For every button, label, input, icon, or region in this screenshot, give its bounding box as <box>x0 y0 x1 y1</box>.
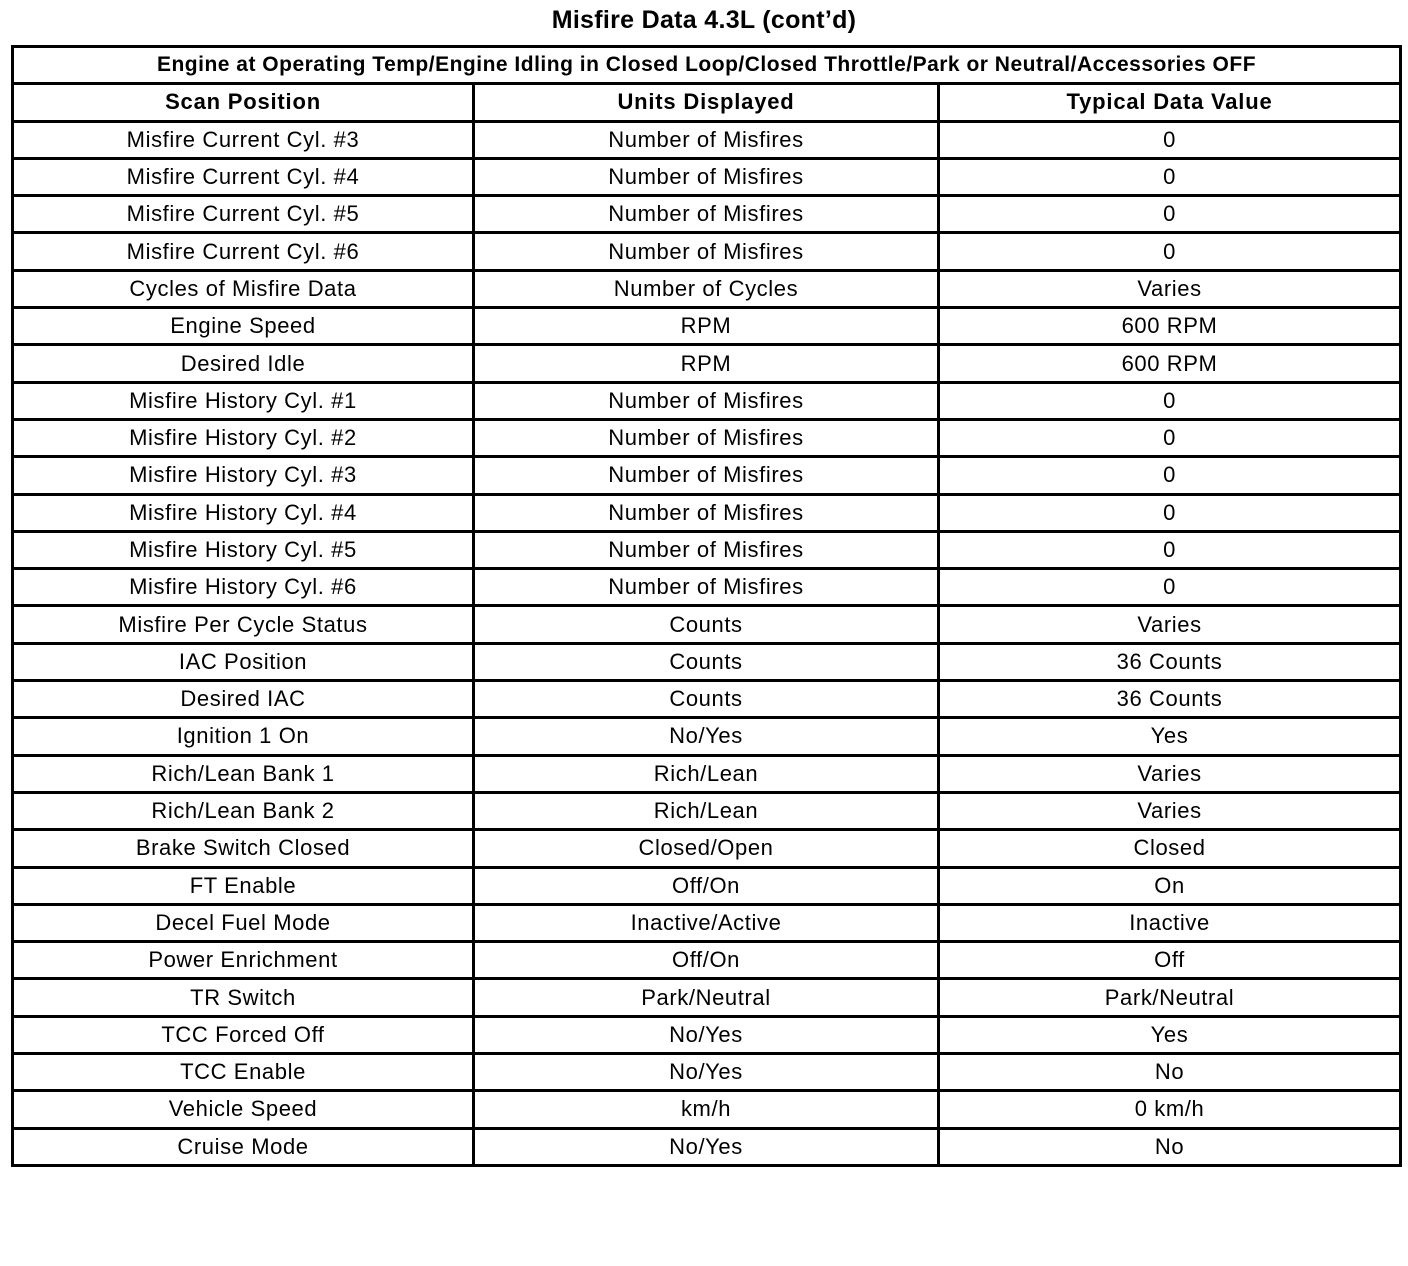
scan-position-cell: Rich/Lean Bank 1 <box>13 755 474 792</box>
typical-data-value-cell: 0 <box>939 382 1401 419</box>
typical-data-value-cell: 36 Counts <box>939 643 1401 680</box>
table-row <box>13 158 1401 195</box>
typical-data-value-cell: 0 <box>939 121 1401 158</box>
units-displayed-cell: Off/On <box>474 867 939 904</box>
units-displayed-cell: Number of Misfires <box>474 121 939 158</box>
table-row <box>13 792 1401 829</box>
scan-position-cell: FT Enable <box>13 867 474 904</box>
units-displayed-cell: Counts <box>474 606 939 643</box>
units-displayed-cell: Number of Cycles <box>474 270 939 307</box>
typical-data-value-cell: Closed <box>939 830 1401 867</box>
scan-position-cell: Vehicle Speed <box>13 1091 474 1128</box>
table-row <box>13 531 1401 568</box>
scan-position-cell: Brake Switch Closed <box>13 830 474 867</box>
table-row <box>13 1016 1401 1053</box>
scan-position-cell: Misfire Current Cyl. #3 <box>13 121 474 158</box>
scan-position-cell: IAC Position <box>13 643 474 680</box>
table-row <box>13 121 1401 158</box>
scan-position-cell: Misfire History Cyl. #5 <box>13 531 474 568</box>
table-row <box>13 419 1401 456</box>
column-header-units-displayed: Units Displayed <box>474 84 939 121</box>
scan-position-cell: Desired IAC <box>13 681 474 718</box>
typical-data-value-cell: 0 <box>939 196 1401 233</box>
typical-data-value-cell: Varies <box>939 606 1401 643</box>
typical-data-value-cell: 0 <box>939 419 1401 456</box>
table-row <box>13 830 1401 867</box>
units-displayed-cell: No/Yes <box>474 718 939 755</box>
typical-data-value-cell: 0 km/h <box>939 1091 1401 1128</box>
scan-position-cell: Misfire Current Cyl. #6 <box>13 233 474 270</box>
units-displayed-cell: RPM <box>474 308 939 345</box>
typical-data-value-cell: 0 <box>939 457 1401 494</box>
scan-position-cell: Decel Fuel Mode <box>13 904 474 941</box>
typical-data-value-cell: 0 <box>939 569 1401 606</box>
scan-position-cell: Desired Idle <box>13 345 474 382</box>
units-displayed-cell: Park/Neutral <box>474 979 939 1016</box>
typical-data-value-cell: 0 <box>939 494 1401 531</box>
header-row <box>13 84 1401 121</box>
table-row <box>13 942 1401 979</box>
typical-data-value-cell: Varies <box>939 270 1401 307</box>
scan-position-cell: Cycles of Misfire Data <box>13 270 474 307</box>
units-displayed-cell: Number of Misfires <box>474 382 939 419</box>
table-row <box>13 718 1401 755</box>
typical-data-value-cell: Varies <box>939 755 1401 792</box>
table-row <box>13 1054 1401 1091</box>
scan-position-cell: Misfire Current Cyl. #4 <box>13 158 474 195</box>
typical-data-value-cell: Off <box>939 942 1401 979</box>
table-row <box>13 457 1401 494</box>
scan-position-cell: Misfire History Cyl. #6 <box>13 569 474 606</box>
units-displayed-cell: Number of Misfires <box>474 158 939 195</box>
table-row <box>13 1091 1401 1128</box>
typical-data-value-cell: 600 RPM <box>939 308 1401 345</box>
units-displayed-cell: Number of Misfires <box>474 233 939 270</box>
table-row <box>13 196 1401 233</box>
typical-data-value-cell: Inactive <box>939 904 1401 941</box>
page-title: Misfire Data 4.3L (cont’d) <box>551 6 857 34</box>
table-row <box>13 569 1401 606</box>
conditions-row <box>13 47 1401 84</box>
table-row <box>13 494 1401 531</box>
units-displayed-cell: Inactive/Active <box>474 904 939 941</box>
table-row <box>13 345 1401 382</box>
table-row <box>13 681 1401 718</box>
typical-data-value-cell: 36 Counts <box>939 681 1401 718</box>
scan-position-cell: Cruise Mode <box>13 1128 474 1165</box>
scan-position-cell: Engine Speed <box>13 308 474 345</box>
typical-data-value-cell: Yes <box>939 1016 1401 1053</box>
table-row <box>13 1128 1401 1165</box>
scan-position-cell: TR Switch <box>13 979 474 1016</box>
table-row <box>13 233 1401 270</box>
table-row <box>13 308 1401 345</box>
units-displayed-cell: No/Yes <box>474 1054 939 1091</box>
typical-data-value-cell: Yes <box>939 718 1401 755</box>
column-header-scan-position: Scan Position <box>13 84 474 121</box>
typical-data-value-cell: 600 RPM <box>939 345 1401 382</box>
typical-data-value-cell: Varies <box>939 792 1401 829</box>
units-displayed-cell: Number of Misfires <box>474 419 939 456</box>
column-header-typical-data-value: Typical Data Value <box>939 84 1401 121</box>
conditions-cell: Engine at Operating Temp/Engine Idling in Closed Loop/Closed Throttle/Park or Neutral/Accessories OFF <box>13 47 1401 84</box>
units-displayed-cell: Number of Misfires <box>474 457 939 494</box>
scan-position-cell: Misfire History Cyl. #4 <box>13 494 474 531</box>
units-displayed-cell: Number of Misfires <box>474 196 939 233</box>
units-displayed-cell: Off/On <box>474 942 939 979</box>
units-displayed-cell: Number of Misfires <box>474 569 939 606</box>
table-body <box>13 121 1401 1165</box>
table-row <box>13 904 1401 941</box>
typical-data-value-cell: On <box>939 867 1401 904</box>
units-displayed-cell: No/Yes <box>474 1128 939 1165</box>
table-row <box>13 270 1401 307</box>
table-row <box>13 382 1401 419</box>
units-displayed-cell: RPM <box>474 345 939 382</box>
units-displayed-cell: Counts <box>474 681 939 718</box>
scan-position-cell: TCC Forced Off <box>13 1016 474 1053</box>
misfire-data-table <box>11 45 1402 1167</box>
scan-position-cell: Misfire History Cyl. #2 <box>13 419 474 456</box>
scan-position-cell: Misfire History Cyl. #1 <box>13 382 474 419</box>
units-displayed-cell: km/h <box>474 1091 939 1128</box>
table-row <box>13 867 1401 904</box>
scan-position-cell: Rich/Lean Bank 2 <box>13 792 474 829</box>
units-displayed-cell: Number of Misfires <box>474 531 939 568</box>
typical-data-value-cell: No <box>939 1054 1401 1091</box>
typical-data-value-cell: 0 <box>939 158 1401 195</box>
table-row <box>13 755 1401 792</box>
typical-data-value-cell: No <box>939 1128 1401 1165</box>
units-displayed-cell: Rich/Lean <box>474 792 939 829</box>
scan-position-cell: TCC Enable <box>13 1054 474 1091</box>
units-displayed-cell: Counts <box>474 643 939 680</box>
scan-position-cell: Power Enrichment <box>13 942 474 979</box>
typical-data-value-cell: 0 <box>939 531 1401 568</box>
units-displayed-cell: Closed/Open <box>474 830 939 867</box>
table-row <box>13 606 1401 643</box>
scan-position-cell: Misfire Current Cyl. #5 <box>13 196 474 233</box>
scan-position-cell: Misfire Per Cycle Status <box>13 606 474 643</box>
table-row <box>13 643 1401 680</box>
units-displayed-cell: Rich/Lean <box>474 755 939 792</box>
scan-position-cell: Misfire History Cyl. #3 <box>13 457 474 494</box>
typical-data-value-cell: Park/Neutral <box>939 979 1401 1016</box>
scan-position-cell: Ignition 1 On <box>13 718 474 755</box>
units-displayed-cell: No/Yes <box>474 1016 939 1053</box>
units-displayed-cell: Number of Misfires <box>474 494 939 531</box>
table-row <box>13 979 1401 1016</box>
typical-data-value-cell: 0 <box>939 233 1401 270</box>
